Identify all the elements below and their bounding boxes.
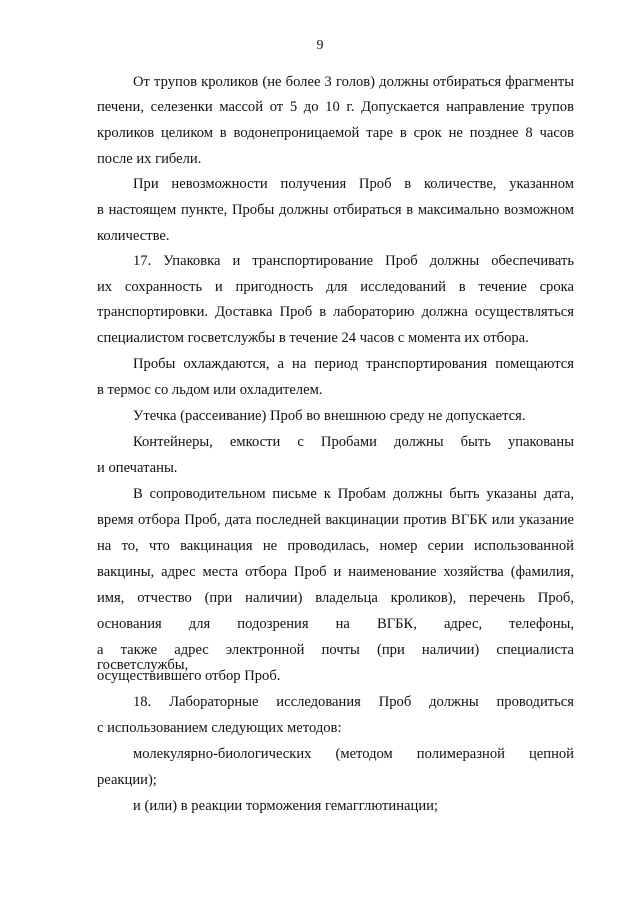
text-line: количестве. [97,228,170,244]
text-line: реакции); [97,772,157,788]
text-line: вакцины, адрес места отбора Проб и наименование хозяйства (фамилия, [97,564,574,580]
text-line: основания для подозрения на ВГБК, адрес, телефоны, [97,616,574,632]
text-line: В сопроводительном письме к Пробам должны быть указаны дата, [133,486,574,502]
text-line: молекулярно-биологических (методом полимеразной цепной [133,746,574,762]
text-line: осуществившего отбор Проб. [97,668,281,684]
text-line: При невозможности получения Проб в количестве, указанном [133,176,574,192]
text-line: Пробы охлаждаются, а на период транспортирования помещаются [133,356,574,372]
text-line: в термос со льдом или охладителем. [97,382,323,398]
text-line: 17. Упаковка и транспортирование Проб должны обеспечивать [133,253,574,269]
text-line: и (или) в реакции торможения гемагглютинации; [133,798,439,814]
text-line: время отбора Проб, дата последней вакцинации против ВГБК или указание [97,512,574,528]
text-line: на то, что вакцинация не проводилась, номер серии использованной [97,538,574,554]
text-line: транспортировки. Доставка Проб в лабораторию должна осуществляться [97,304,574,320]
text-line: их сохранность и пригодность для исследований в течение срока [97,279,574,295]
text-line: в настоящем пункте, Пробы должны отбираться в максимально возможном [97,202,574,218]
text-line: с использованием следующих методов: [97,720,342,736]
text-line: имя, отчество (при наличии) владельца кроликов), перечень Проб, [97,590,574,606]
text-line: От трупов кроликов (не более 3 голов) должны отбираться фрагменты [133,74,574,90]
text-line: 18. Лабораторные исследования Проб должны проводиться [133,694,574,710]
text-line: Утечка (рассеивание) Проб во внешнюю среду не допускается. [133,408,526,424]
text-line: специалистом госветслужбы в течение 24 часов с момента их отбора. [97,330,529,346]
text-line: Контейнеры, емкости с Пробами должны быть упакованы [133,434,574,450]
text-line: кроликов целиком в водонепроницаемой таре в срок не позднее 8 часов [97,125,574,141]
text-line: печени, селезенки массой от 5 до 10 г. Допускается направление трупов [97,99,574,115]
page-number: 9 [316,38,324,53]
text-line: а также адрес электронной почты (при наличии) специалиста госветслужбы, [97,642,574,673]
text-line: и опечатаны. [97,460,178,476]
text-line: после их гибели. [97,151,202,167]
